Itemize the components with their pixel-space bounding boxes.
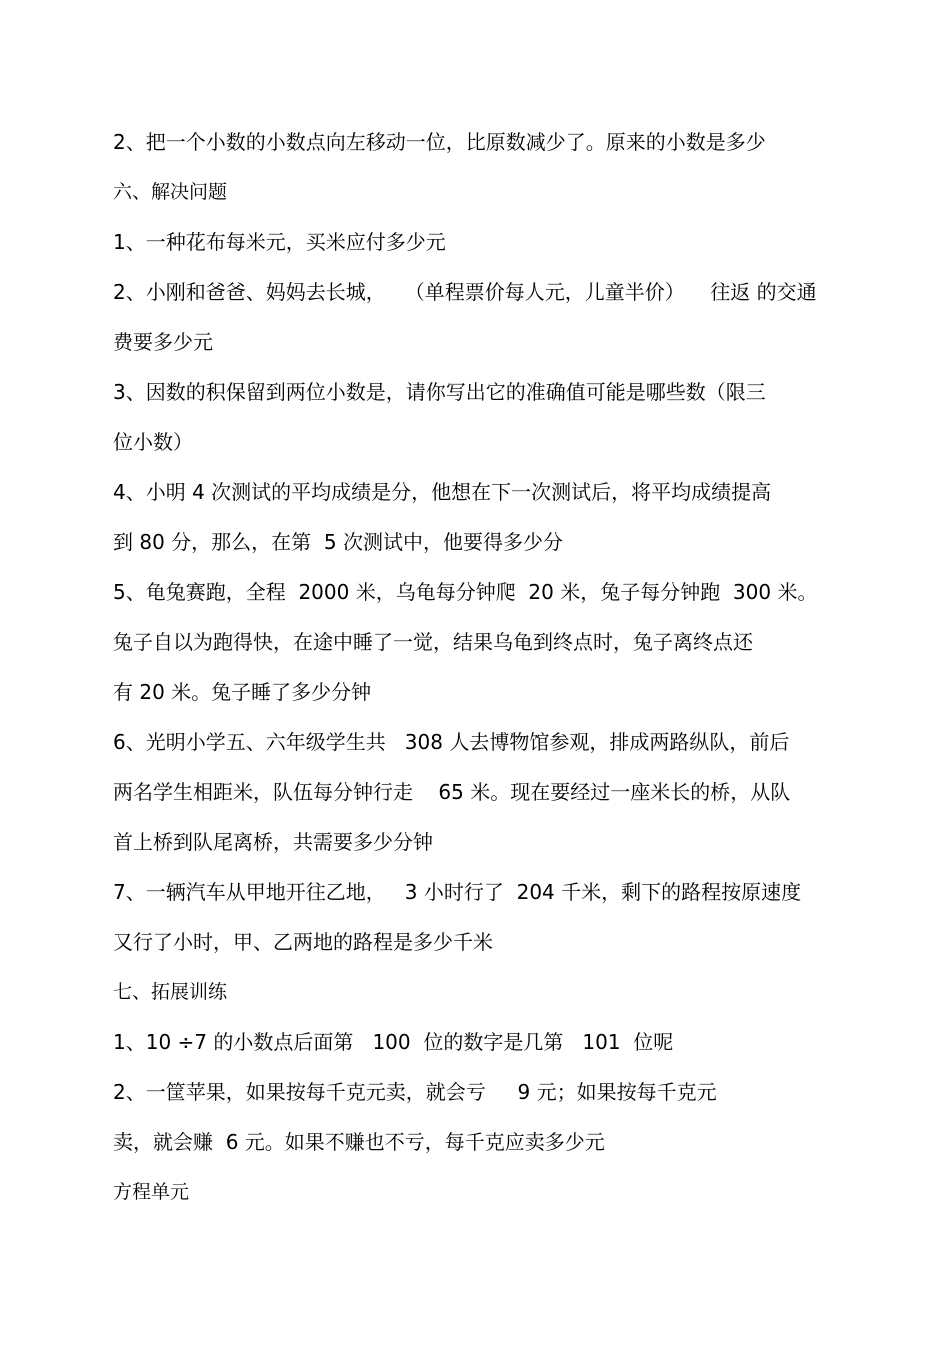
section-heading-extension: 七、拓展训练 [113,981,228,1003]
extension-1-division-digits: 1、10 ÷7 的小数点后面第 100 位的数字是几第 101 位呢 [113,1030,674,1054]
problem-6-museum-line-1: 6、光明小学五、六年级学生共 308 人去博物馆参观，排成两路纵队，前后 [113,730,790,754]
problem-6-museum-line-3: 首上桥到队尾离桥，共需要多少分钟 [113,830,433,854]
problem-5-tortoise-hare-line-2: 兔子自以为跑得快，在途中睡了一觉，结果乌龟到终点时，兔子离终点还 [113,630,753,654]
problem-5-tortoise-hare-line-3: 有 20 米。兔子睡了多少分钟 [113,680,372,704]
problem-4-test-score-line-2: 到 80 分，那么，在第 5 次测试中，他要得多少分 [113,530,563,554]
section-heading-solve-problems: 六、解决问题 [113,181,228,203]
extension-2-apples-line-1: 2、一筐苹果，如果按每千克元卖，就会亏 9 元；如果按每千克元 [113,1080,717,1104]
problem-2-great-wall-line-1: 2、小刚和爸爸、妈妈去长城， （单程票价每人元，儿童半价） 往返 的交通 [113,280,817,304]
extension-2-apples-line-2: 卖，就会赚 6 元。如果不赚也不亏，每千克应卖多少元 [113,1130,605,1154]
problem-2-great-wall-line-2: 费要多少元 [113,330,213,354]
problem-4-test-score-line-1: 4、小明 4 次测试的平均成绩是分，他想在下一次测试后，将平均成绩提高 [113,480,772,504]
problem-3-product-line-1: 3、因数的积保留到两位小数是，请你写出它的准确值可能是哪些数（限三 [113,380,766,404]
problem-7-car-line-1: 7、一辆汽车从甲地开往乙地， 3 小时行了 204 千米，剩下的路程按原速度 [113,880,802,904]
problem-1-fabric: 1、一种花布每米元，买米应付多少元 [113,230,446,254]
question-2-decimal-point: 2、把一个小数的小数点向左移动一位，比原数减少了。原来的小数是多少 [113,130,766,154]
problem-6-museum-line-2: 两名学生相距米，队伍每分钟行走 65 米。现在要经过一座米长的桥，从队 [113,780,791,804]
problem-3-product-line-2: 位小数） [113,430,193,454]
unit-heading-equations: 方程单元 [113,1181,190,1203]
problem-5-tortoise-hare-line-1: 5、龟兔赛跑，全程 2000 米，乌龟每分钟爬 20 米，兔子每分钟跑 300 米。 [113,580,818,604]
problem-7-car-line-2: 又行了小时，甲、乙两地的路程是多少千米 [113,930,493,954]
